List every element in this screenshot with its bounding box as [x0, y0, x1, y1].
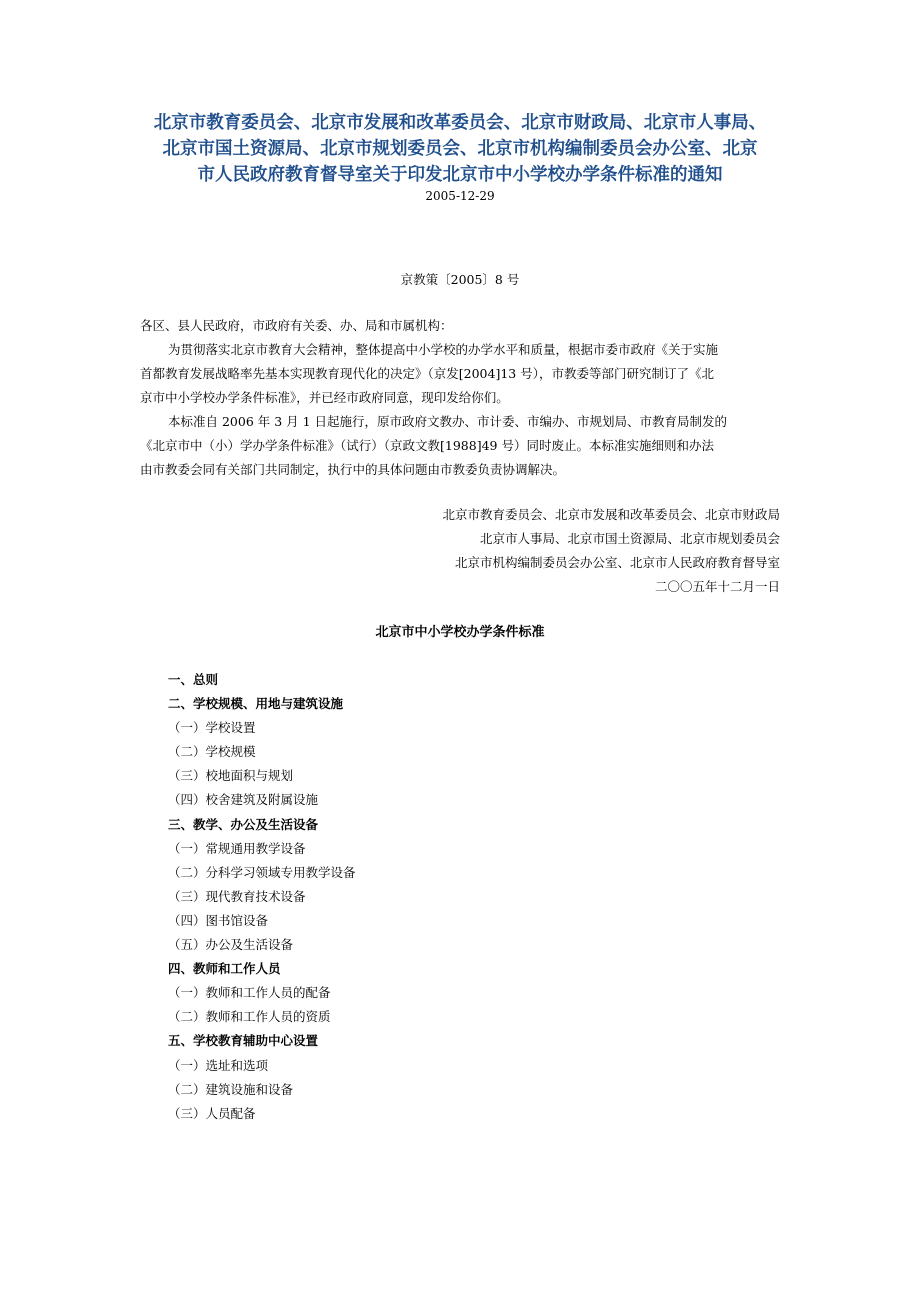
notice-body	[140, 314, 780, 482]
table-of-contents	[168, 668, 356, 1126]
toc-subitem: （二）建筑设施和设备	[168, 1081, 294, 1097]
paragraph-line: 《北京市中（小）学办学条件标准》（试行）（京政文教[1988]49 号）同时废止。本标准实施细则和办法	[140, 438, 714, 453]
toc-subitem: （一）教师和工作人员的配备	[168, 985, 331, 1001]
paragraph-line: 京市中小学校办学条件标准》，并已经市政府同意，现印发给你们。	[140, 390, 509, 405]
standard-title: 北京市中小学校办学条件标准	[375, 625, 545, 640]
toc-subitem: （二）学校规模	[168, 744, 256, 760]
toc-heading: 三、教学、办公及生活设备	[168, 816, 319, 832]
signature-date: 二〇〇五年十二月一日	[654, 579, 780, 594]
toc-heading: 四、教师和工作人员	[168, 961, 281, 977]
toc-heading: 一、总则	[168, 672, 219, 687]
toc-subitem: （三）现代教育技术设备	[168, 888, 306, 904]
paragraph-line: 首都教育发展战略率先基本实现教育现代化的决定》（京发[2004]13 号），市教委等部门研究制订了《北	[140, 366, 714, 381]
toc-subitem: （四）校舍建筑及附属设施	[168, 792, 319, 808]
signature-line: 北京市教育委员会、北京市发展和改革委员会、北京市财政局	[442, 507, 780, 522]
toc-heading: 五、学校教育辅助中心设置	[168, 1033, 319, 1049]
toc-heading: 二、学校规模、用地与建筑设施	[168, 696, 344, 712]
signature-block	[442, 503, 780, 599]
paragraph-line: 本标准自 2006 年 3 月 1 日起施行，原市政府文教办、市计委、市编办、市规划局、市教育局制发的	[168, 414, 728, 429]
toc-subitem: （三）校地面积与规划	[168, 768, 294, 784]
toc-subitem: （五）办公及生活设备	[168, 937, 294, 953]
toc-subitem: （三）人员配备	[168, 1105, 256, 1121]
paragraph-line: 为贯彻落实北京市教育大会精神，整体提高中小学校的办学水平和质量，根据市委市政府《关于实施	[168, 342, 719, 357]
notice-date: 2005-12-29	[425, 189, 495, 203]
toc-subitem: （四）图书馆设备	[168, 912, 269, 928]
signature-line: 北京市机构编制委员会办公室、北京市人民政府教育督导室	[454, 555, 780, 570]
signature-line: 北京市人事局、北京市国土资源局、北京市规划委员会	[479, 531, 780, 546]
document-number: 京教策〔2005〕8 号	[400, 272, 520, 287]
toc-subitem: （一）常规通用教学设备	[168, 840, 306, 856]
notice-title	[120, 110, 800, 188]
salutation: 各区、县人民政府，市政府有关委、办、局和市属机构：	[140, 318, 453, 333]
paragraph-line: 由市教委会同有关部门共同制定，执行中的具体问题由市教委负责协调解决。	[140, 462, 566, 477]
toc-subitem: （二）分科学习领域专用教学设备	[168, 864, 356, 880]
title-line: 北京市教育委员会、北京市发展和改革委员会、北京市财政局、北京市人事局、	[153, 113, 767, 133]
toc-subitem: （二）教师和工作人员的资质	[168, 1009, 331, 1025]
toc-subitem: （一）学校设置	[168, 720, 256, 736]
title-line: 北京市国土资源局、北京市规划委员会、北京市机构编制委员会办公室、北京	[162, 139, 758, 159]
toc-subitem: （一）选址和选项	[168, 1057, 269, 1073]
title-line: 市人民政府教育督导室关于印发北京市中小学校办学条件标准的通知	[197, 165, 723, 185]
